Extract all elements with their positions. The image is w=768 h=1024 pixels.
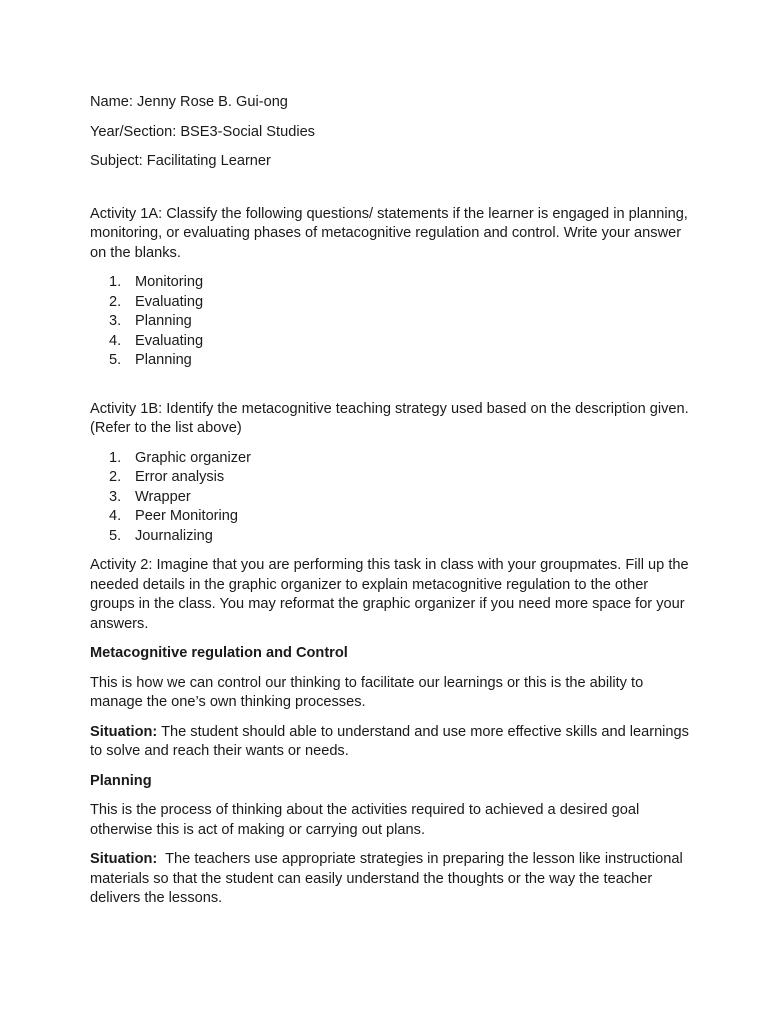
activity-1b-answers <box>90 449 690 547</box>
situation-text: The student should able to understand and use more effective skills and learnings to solve and reach their wants or needs. <box>90 723 689 759</box>
answer-text: Planning <box>135 352 192 368</box>
situation-text: The teachers use appropriate strategies in preparing the lesson like instructional materials so that the student can easily understand the thoughts or the way the teacher delivers the lessons. <box>90 851 687 906</box>
subject: Subject: Facilitating Learner <box>90 153 271 169</box>
answer-text: Journalizing <box>135 527 213 544</box>
answer-text: Wrapper <box>135 488 191 505</box>
activity-2-instructions: Activity 2: Imagine that you are performing this task in class with your groupmates. Fill up the needed details in the graphic organizer to explain metacognitive regulation to the other groups in the class. You may reformat the graphic organizer if you need more space for your answers. <box>90 557 689 632</box>
activity-1a-answers <box>90 273 690 371</box>
answer-text: Planning <box>135 313 192 329</box>
list-number: 2. <box>109 469 122 485</box>
list-item <box>90 273 690 293</box>
list-number: 4. <box>109 332 122 349</box>
answer-text: Peer Monitoring <box>135 508 239 524</box>
list-number: 5. <box>109 527 122 544</box>
situation-control <box>90 723 690 762</box>
section-heading-control: Metacognitive regulation and Control <box>90 645 348 661</box>
activity-1b-instructions: Activity 1B: Identify the metacognitive teaching strategy used based on the description given. (Refer to the list above) <box>90 400 689 436</box>
list-number: 1. <box>109 449 122 466</box>
document-page <box>90 93 690 909</box>
list-item <box>90 351 690 371</box>
situation-planning <box>90 850 690 909</box>
list-item <box>90 488 690 508</box>
activity-1a-instructions: Activity 1A: Classify the following questions/ statements if the learner is engaged in planning, monitoring, or evaluating phases of metacognitive regulation and control. Write your answer on the blanks. <box>90 205 688 261</box>
answer-text: Evaluating <box>135 332 204 349</box>
list-number: 5. <box>109 352 122 368</box>
answer-text: Error analysis <box>135 469 225 485</box>
section-body-control: This is how we can control our thinking to facilitate our learnings or this is the ability to manage the one’s own thinking processes. <box>90 674 644 710</box>
list-number: 2. <box>109 293 122 310</box>
list-item <box>90 332 690 352</box>
list-item <box>90 468 690 488</box>
list-item <box>90 507 690 527</box>
answer-text: Graphic organizer <box>135 449 251 466</box>
list-item <box>90 449 690 469</box>
situation-label: Situation: <box>90 723 158 740</box>
list-item <box>90 312 690 332</box>
list-item <box>90 527 690 547</box>
list-number: 1. <box>109 274 122 290</box>
answer-text: Monitoring <box>135 274 204 290</box>
list-number: 3. <box>109 488 122 505</box>
year-section: Year/Section: BSE3-Social Studies <box>90 123 315 140</box>
list-number: 4. <box>109 508 122 524</box>
list-item <box>90 293 690 313</box>
situation-label: Situation: <box>90 851 158 867</box>
section-body-planning: This is the process of thinking about the activities required to achieved a desired goal otherwise this is act of making or carrying out plans. <box>90 802 640 838</box>
list-number: 3. <box>109 313 122 329</box>
student-name: Name: Jenny Rose B. Gui-ong <box>90 94 288 110</box>
section-heading-planning: Planning <box>90 772 152 789</box>
answer-text: Evaluating <box>135 293 204 310</box>
